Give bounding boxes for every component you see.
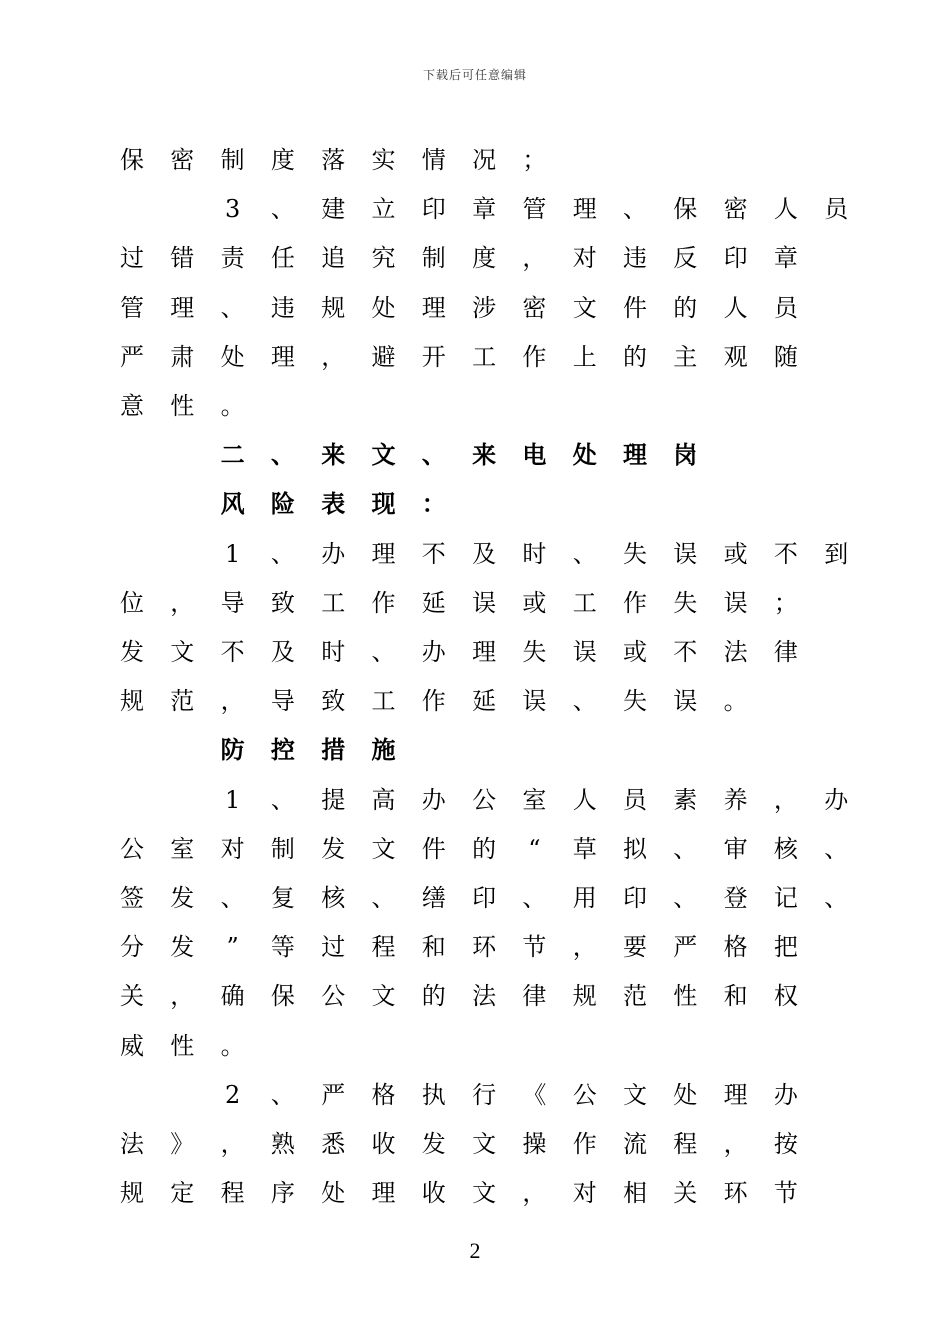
page-number: 2	[469, 1238, 481, 1263]
page-header: 下载后可任意编辑	[422, 68, 527, 82]
